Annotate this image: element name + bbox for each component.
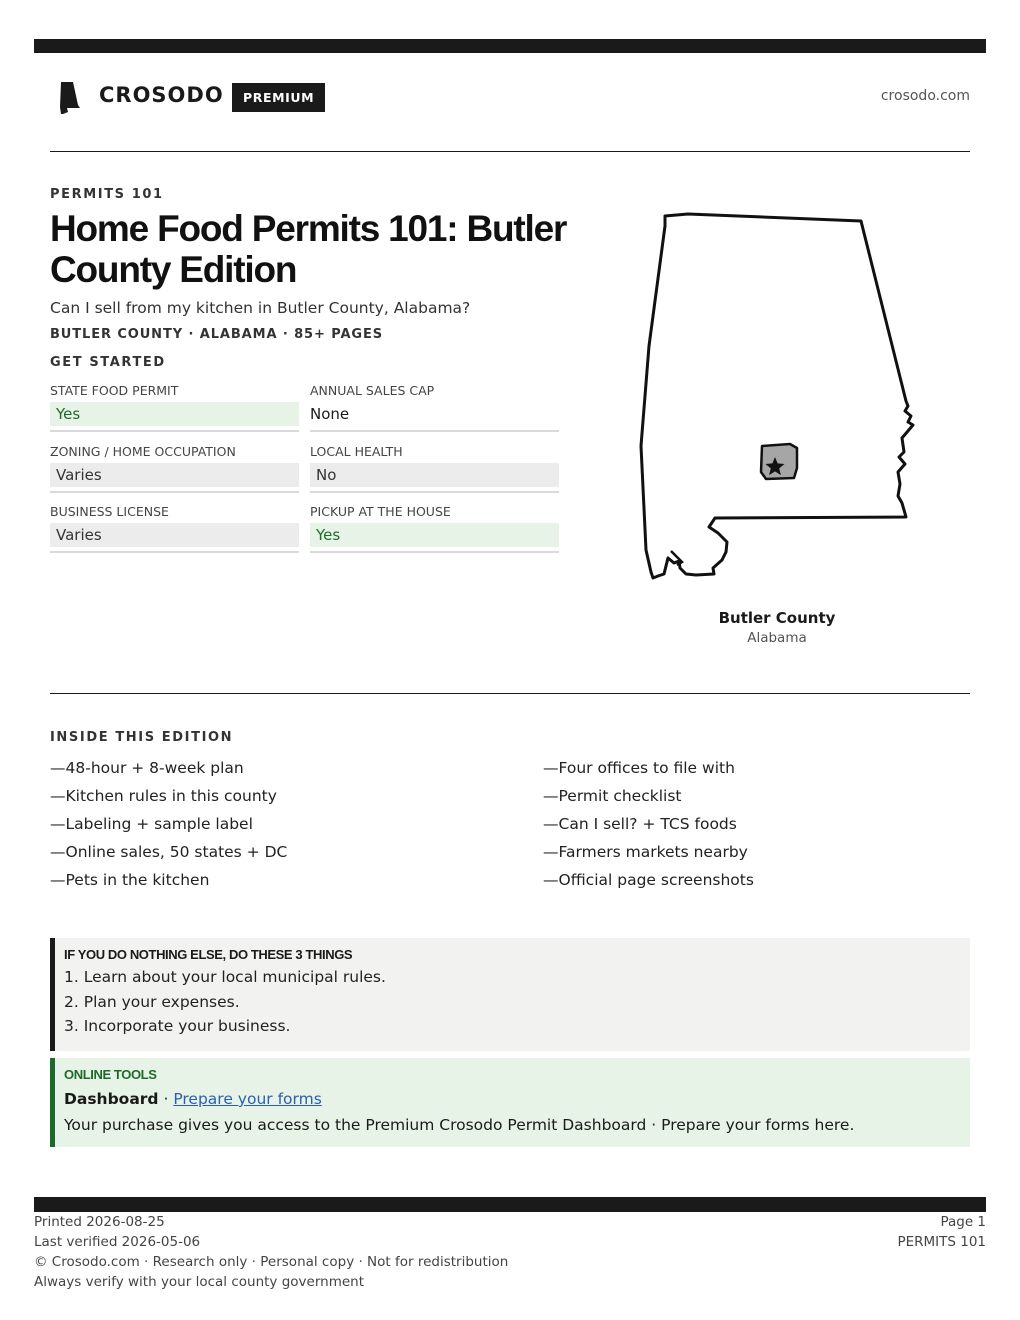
list-item: —48-hour + 8-week plan	[50, 759, 244, 777]
verified-date: Last verified 2026-05-06	[34, 1234, 201, 1250]
list-item: —Pets in the kitchen	[50, 871, 210, 889]
list-item: —Official page screenshots	[543, 871, 754, 889]
dashboard-label: Dashboard	[64, 1090, 159, 1108]
map-caption	[677, 608, 877, 648]
map-county-name: Butler County	[718, 609, 836, 627]
header-divider	[50, 151, 970, 152]
brand-name: CROSODO	[99, 83, 224, 107]
fact-label: STATE FOOD PERMIT	[50, 383, 179, 398]
tools-links-line	[64, 1086, 970, 1112]
fact-label: PICKUP AT THE HOUSE	[310, 504, 451, 519]
page-subtitle: Can I sell from my kitchen in Butler County, Alabama?	[50, 299, 471, 317]
page-title: Home Food Permits 101: Butler County Edition	[50, 208, 567, 290]
premium-badge: PREMIUM	[232, 83, 325, 112]
fact-zoning-home-occupation	[50, 443, 299, 493]
page-number: Page 1	[940, 1214, 986, 1230]
list-item: 3. Incorporate your business.	[64, 1017, 291, 1035]
site-url[interactable]: crosodo.com	[880, 88, 970, 104]
top-rule-bar	[34, 39, 986, 53]
quick-facts-grid	[50, 382, 559, 562]
footer-right	[897, 1212, 986, 1252]
section-divider	[50, 693, 970, 694]
list-item: —Farmers markets nearby	[543, 843, 748, 861]
printed-date: Printed 2026-08-25	[34, 1214, 165, 1230]
section-kicker: PERMITS 101	[50, 187, 164, 202]
list-item: 1. Learn about your local municipal rules.	[64, 968, 386, 986]
fact-value: Yes	[50, 402, 299, 426]
verify-note: Always verify with your local county government	[34, 1274, 364, 1290]
page-header	[50, 78, 970, 118]
fact-value: Varies	[50, 523, 299, 547]
online-tools-callout	[50, 1058, 970, 1147]
edition-meta: BUTLER COUNTY · ALABAMA · 85+ PAGES	[50, 327, 384, 342]
fact-value: Yes	[310, 523, 559, 547]
list-item: —Labeling + sample label	[50, 815, 253, 833]
prepare-forms-link[interactable]: Prepare your forms	[173, 1090, 322, 1108]
inside-edition-heading: INSIDE THIS EDITION	[50, 730, 234, 745]
get-started-heading: GET STARTED	[50, 355, 166, 370]
separator: ·	[158, 1090, 174, 1108]
fact-business-license	[50, 503, 299, 553]
fact-local-health	[310, 443, 559, 493]
fact-label: ANNUAL SALES CAP	[310, 383, 435, 398]
alabama-state-map	[636, 206, 920, 586]
contents-list-right	[543, 757, 973, 897]
footer-left	[34, 1212, 508, 1292]
list-item: —Four offices to file with	[543, 759, 735, 777]
map-state-name: Alabama	[747, 630, 807, 646]
list-item: —Can I sell? + TCS foods	[543, 815, 737, 833]
copyright-notice: © Crosodo.com · Research only · Personal copy · Not for redistribution	[34, 1254, 509, 1270]
three-things-callout	[50, 938, 970, 1051]
list-item: —Permit checklist	[543, 787, 682, 805]
callout-heading: ONLINE TOOLS	[64, 1067, 157, 1082]
contents-list-left	[50, 757, 480, 897]
fact-label: LOCAL HEALTH	[310, 444, 403, 459]
fact-label: BUSINESS LICENSE	[50, 504, 169, 519]
fact-pickup-at-house	[310, 503, 559, 553]
callout-heading: IF YOU DO NOTHING ELSE, DO THESE 3 THINGS	[64, 947, 353, 962]
fact-label: ZONING / HOME OCCUPATION	[50, 444, 236, 459]
list-item: —Online sales, 50 states + DC	[50, 843, 288, 861]
fact-value: Varies	[50, 463, 299, 487]
tools-description: Your purchase gives you access to the Premium Crosodo Permit Dashboard · Prepare your forms here.	[64, 1116, 855, 1134]
alabama-state-icon	[59, 81, 81, 115]
list-item: —Kitchen rules in this county	[50, 787, 277, 805]
footer-rule-bar	[34, 1197, 986, 1212]
fact-annual-sales-cap	[310, 382, 559, 432]
footer-section: PERMITS 101	[897, 1234, 986, 1250]
state-outline	[641, 214, 913, 578]
list-item: 2. Plan your expenses.	[64, 992, 240, 1011]
fact-state-food-permit	[50, 382, 299, 432]
fact-value: None	[310, 405, 350, 423]
three-things-list	[64, 966, 970, 1040]
fact-value: No	[310, 463, 559, 487]
